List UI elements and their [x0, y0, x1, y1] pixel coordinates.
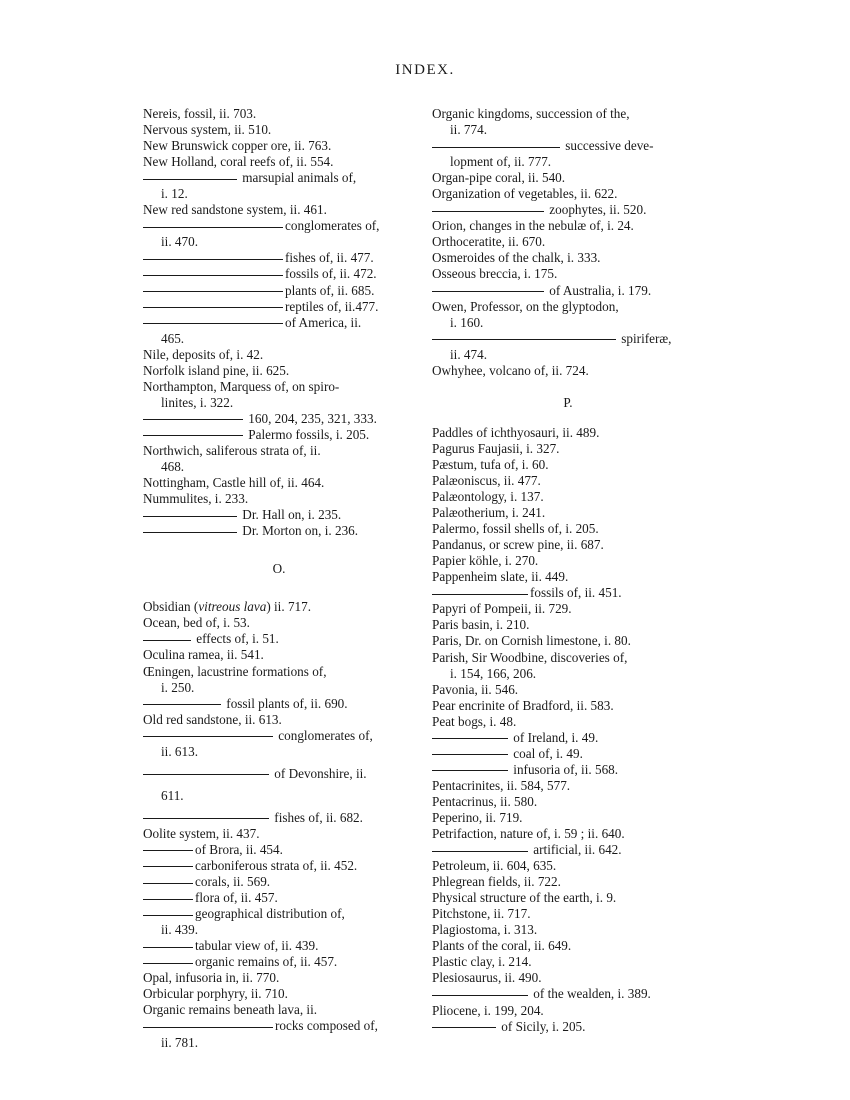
left-column: [143, 106, 415, 1051]
index-entry: Organic remains beneath lava, ii.: [143, 1002, 318, 1018]
index-entry-continuation: ii. 613.: [161, 743, 198, 759]
index-subentry: conglomerates of,: [143, 218, 415, 234]
index-subentry: flora of, ii. 457.: [143, 890, 415, 906]
index-subentry: geographical distribution of,: [143, 906, 415, 922]
section-heading-o: O.: [272, 561, 286, 577]
index-entry: Ocean, bed of, i. 53.: [143, 615, 250, 631]
ditto-rule: [143, 532, 237, 533]
ditto-rule: [432, 339, 616, 340]
index-entry: Old red sandstone, ii. 613.: [143, 711, 282, 727]
ditto-rule: [143, 435, 243, 436]
index-entry-continuation: linites, i. 322.: [161, 394, 234, 410]
index-entry: Petrifaction, nature of, i. 59 ; ii. 640.: [432, 826, 625, 842]
index-entry: Plagiostoma, i. 313.: [432, 922, 538, 938]
index-entry: Norfolk island pine, ii. 625.: [143, 362, 290, 378]
index-entry-continuation: 468.: [161, 459, 185, 475]
ditto-rule: [143, 275, 283, 276]
ditto-rule: [143, 883, 193, 884]
right-column: [432, 106, 704, 1035]
index-entry: Osmeroides of the chalk, i. 333.: [432, 250, 601, 266]
ditto-rule: [432, 770, 508, 771]
index-entry: Paris, Dr. on Cornish limestone, i. 80.: [432, 633, 631, 649]
index-subentry: fishes of, ii. 682.: [143, 810, 415, 826]
index-entry-continuation: 611.: [161, 787, 184, 803]
index-entry: Parish, Sir Woodbine, discoveries of,: [432, 649, 628, 665]
ditto-rule: [143, 307, 283, 308]
index-entry: Nervous system, ii. 510.: [143, 122, 272, 138]
index-entry: Papyri of Pompeii, ii. 729.: [432, 601, 572, 617]
index-entry: Paddles of ichthyosauri, ii. 489.: [432, 424, 600, 440]
index-entry: Nereis, fossil, ii. 703.: [143, 106, 257, 121]
index-entry: Opal, infusoria in, ii. 770.: [143, 970, 280, 986]
index-entry: Phlegrean fields, ii. 722.: [432, 874, 561, 890]
index-entry-continuation: i. 12.: [161, 186, 188, 202]
ditto-rule: [432, 594, 528, 595]
index-subentry: fishes of, ii. 477.: [143, 250, 415, 266]
ditto-rule: [143, 419, 243, 420]
index-entry: Palæotherium, i. 241.: [432, 505, 546, 521]
index-entry: Petroleum, ii. 604, 635.: [432, 858, 557, 874]
index-entry-continuation: ii. 474.: [450, 346, 487, 362]
index-entry: Pæstum, tufa of, i. 60.: [432, 456, 549, 472]
ditto-rule: [143, 850, 193, 851]
index-subentry: of Sicily, i. 205.: [432, 1019, 704, 1035]
index-entry: Orbicular porphyry, ii. 710.: [143, 986, 288, 1002]
ditto-rule: [143, 1027, 273, 1028]
index-entry: New Brunswick copper ore, ii. 763.: [143, 138, 332, 154]
index-entry: Pliocene, i. 199, 204.: [432, 1002, 544, 1018]
ditto-rule: [143, 899, 193, 900]
index-subentry: fossils of, ii. 472.: [143, 266, 415, 282]
ditto-rule: [432, 995, 528, 996]
index-subentry: of Ireland, i. 49.: [432, 730, 704, 746]
index-subentry: effects of, i. 51.: [143, 631, 415, 647]
ditto-rule: [143, 516, 237, 517]
index-entry: Pagurus Faujasii, i. 327.: [432, 440, 560, 456]
index-entry: Œningen, lacustrine formations of,: [143, 663, 327, 679]
index-subentry: of the wealden, i. 389.: [432, 986, 704, 1002]
index-entry: Owhyhee, volcano of, ii. 724.: [432, 362, 589, 378]
index-entry: Pappenheim slate, ii. 449.: [432, 569, 569, 585]
index-entry: Nottingham, Castle hill of, ii. 464.: [143, 475, 325, 491]
index-subentry: fossil plants of, ii. 690.: [143, 696, 415, 712]
index-subentry: Palermo fossils, i. 205.: [143, 427, 415, 443]
index-entry-continuation: ii. 439.: [161, 922, 198, 938]
index-entry-continuation: i. 250.: [161, 679, 195, 695]
index-entry: Palæoniscus, ii. 477.: [432, 472, 541, 488]
ditto-rule: [432, 291, 544, 292]
ditto-rule: [432, 738, 508, 739]
section-heading-p: P.: [563, 394, 573, 410]
index-entry: Physical structure of the earth, i. 9.: [432, 890, 617, 906]
index-subentry: corals, ii. 569.: [143, 874, 415, 890]
index-entry: Oolite system, ii. 437.: [143, 825, 260, 841]
index-subentry: artificial, ii. 642.: [432, 842, 704, 858]
index-entry: Organ-pipe coral, ii. 540.: [432, 170, 566, 186]
index-subentry: of Australia, i. 179.: [432, 283, 704, 299]
index-subentry: zoophytes, ii. 520.: [432, 202, 704, 218]
index-subentry: organic remains of, ii. 457.: [143, 954, 415, 970]
index-subentry: of Brora, ii. 454.: [143, 842, 415, 858]
page-title: INDEX.: [395, 62, 455, 78]
ditto-rule: [143, 704, 221, 705]
ditto-rule: [432, 851, 528, 852]
index-entry-continuation: ii. 774.: [450, 122, 487, 138]
ditto-rule: [432, 211, 544, 212]
index-entry: Pentacrinus, ii. 580.: [432, 793, 538, 809]
ditto-rule: [143, 640, 191, 641]
index-subentry: 160, 204, 235, 321, 333.: [143, 411, 415, 427]
index-entry: Peat bogs, i. 48.: [432, 713, 517, 729]
index-subentry: of America, ii.: [143, 315, 415, 331]
index-subentry: infusoria of, ii. 568.: [432, 762, 704, 778]
index-subentry: Dr. Hall on, i. 235.: [143, 507, 415, 523]
index-entry: Pandanus, or screw pine, ii. 687.: [432, 537, 604, 553]
index-subentry: plants of, ii. 685.: [143, 283, 415, 299]
index-entry: Paris basin, i. 210.: [432, 617, 530, 633]
index-entry: Pentacrinites, ii. 584, 577.: [432, 777, 571, 793]
ditto-rule: [143, 866, 193, 867]
index-subentry: conglomerates of,: [143, 728, 415, 744]
index-entry: New red sandstone system, ii. 461.: [143, 202, 327, 218]
index-subentry: Dr. Morton on, i. 236.: [143, 523, 415, 539]
ditto-rule: [143, 227, 283, 228]
index-entry: Osseous breccia, i. 175.: [432, 266, 558, 282]
index-entry: Organic kingdoms, succession of the,: [432, 106, 630, 121]
index-entry: Northampton, Marquess of, on spiro-: [143, 378, 340, 394]
ditto-rule: [143, 818, 269, 819]
ditto-rule: [432, 1027, 496, 1028]
index-subentry: carboniferous strata of, ii. 452.: [143, 858, 415, 874]
index-entry: Nummulites, i. 233.: [143, 491, 249, 507]
ditto-rule: [143, 736, 273, 737]
index-entry: Oculina ramea, ii. 541.: [143, 647, 264, 663]
index-entry: Pear encrinite of Bradford, ii. 583.: [432, 697, 614, 713]
index-subentry: tabular view of, ii. 439.: [143, 938, 415, 954]
index-entry-continuation: ii. 781.: [161, 1034, 198, 1050]
index-entry: Organization of vegetables, ii. 622.: [432, 186, 618, 202]
index-entry-continuation: i. 160.: [450, 314, 484, 330]
index-entry-continuation: 465.: [161, 330, 185, 346]
ditto-rule: [143, 774, 269, 775]
ditto-rule: [432, 754, 508, 755]
index-entry: Plesiosaurus, ii. 490.: [432, 970, 542, 986]
index-subentry: of Devonshire, ii.: [143, 766, 415, 782]
index-entry-continuation: i. 154, 166, 206.: [450, 665, 537, 681]
index-entry: Orion, changes in the nebulæ of, i. 24.: [432, 218, 634, 234]
ditto-rule: [143, 963, 193, 964]
index-entry: Plastic clay, i. 214.: [432, 954, 532, 970]
index-entry: Plants of the coral, ii. 649.: [432, 938, 572, 954]
index-entry: Obsidian (vitreous lava) ii. 717.: [143, 599, 312, 615]
ditto-rule: [143, 323, 283, 324]
index-entry: Northwich, saliferous strata of, ii.: [143, 442, 321, 458]
ditto-rule: [143, 947, 193, 948]
ditto-rule: [143, 291, 283, 292]
index-entry: Orthoceratite, ii. 670.: [432, 234, 546, 250]
index-entry: Owen, Professor, on the glyptodon,: [432, 298, 619, 314]
ditto-rule: [432, 147, 560, 148]
index-entry: Palæontology, i. 137.: [432, 489, 544, 505]
index-subentry: marsupial animals of,: [143, 170, 415, 186]
index-entry: Peperino, ii. 719.: [432, 809, 523, 825]
index-entry: New Holland, coral reefs of, ii. 554.: [143, 154, 334, 170]
index-subentry: coal of, i. 49.: [432, 746, 704, 762]
index-entry-continuation: lopment of, ii. 777.: [450, 154, 552, 170]
index-entry: Pitchstone, ii. 717.: [432, 906, 531, 922]
index-entry-continuation: ii. 470.: [161, 234, 198, 250]
index-subentry: fossils of, ii. 451.: [432, 585, 704, 601]
index-entry: Palermo, fossil shells of, i. 205.: [432, 521, 599, 537]
index-entry: Nile, deposits of, i. 42.: [143, 346, 264, 362]
ditto-rule: [143, 915, 193, 916]
index-subentry: rocks composed of,: [143, 1018, 415, 1034]
index-entry: Pavonia, ii. 546.: [432, 681, 519, 697]
index-subentry: spiriferæ,: [432, 331, 704, 347]
index-entry: Papier köhle, i. 270.: [432, 553, 539, 569]
ditto-rule: [143, 259, 283, 260]
index-subentry: successive deve-: [432, 138, 704, 154]
ditto-rule: [143, 179, 237, 180]
index-subentry: reptiles of, ii.477.: [143, 299, 415, 315]
